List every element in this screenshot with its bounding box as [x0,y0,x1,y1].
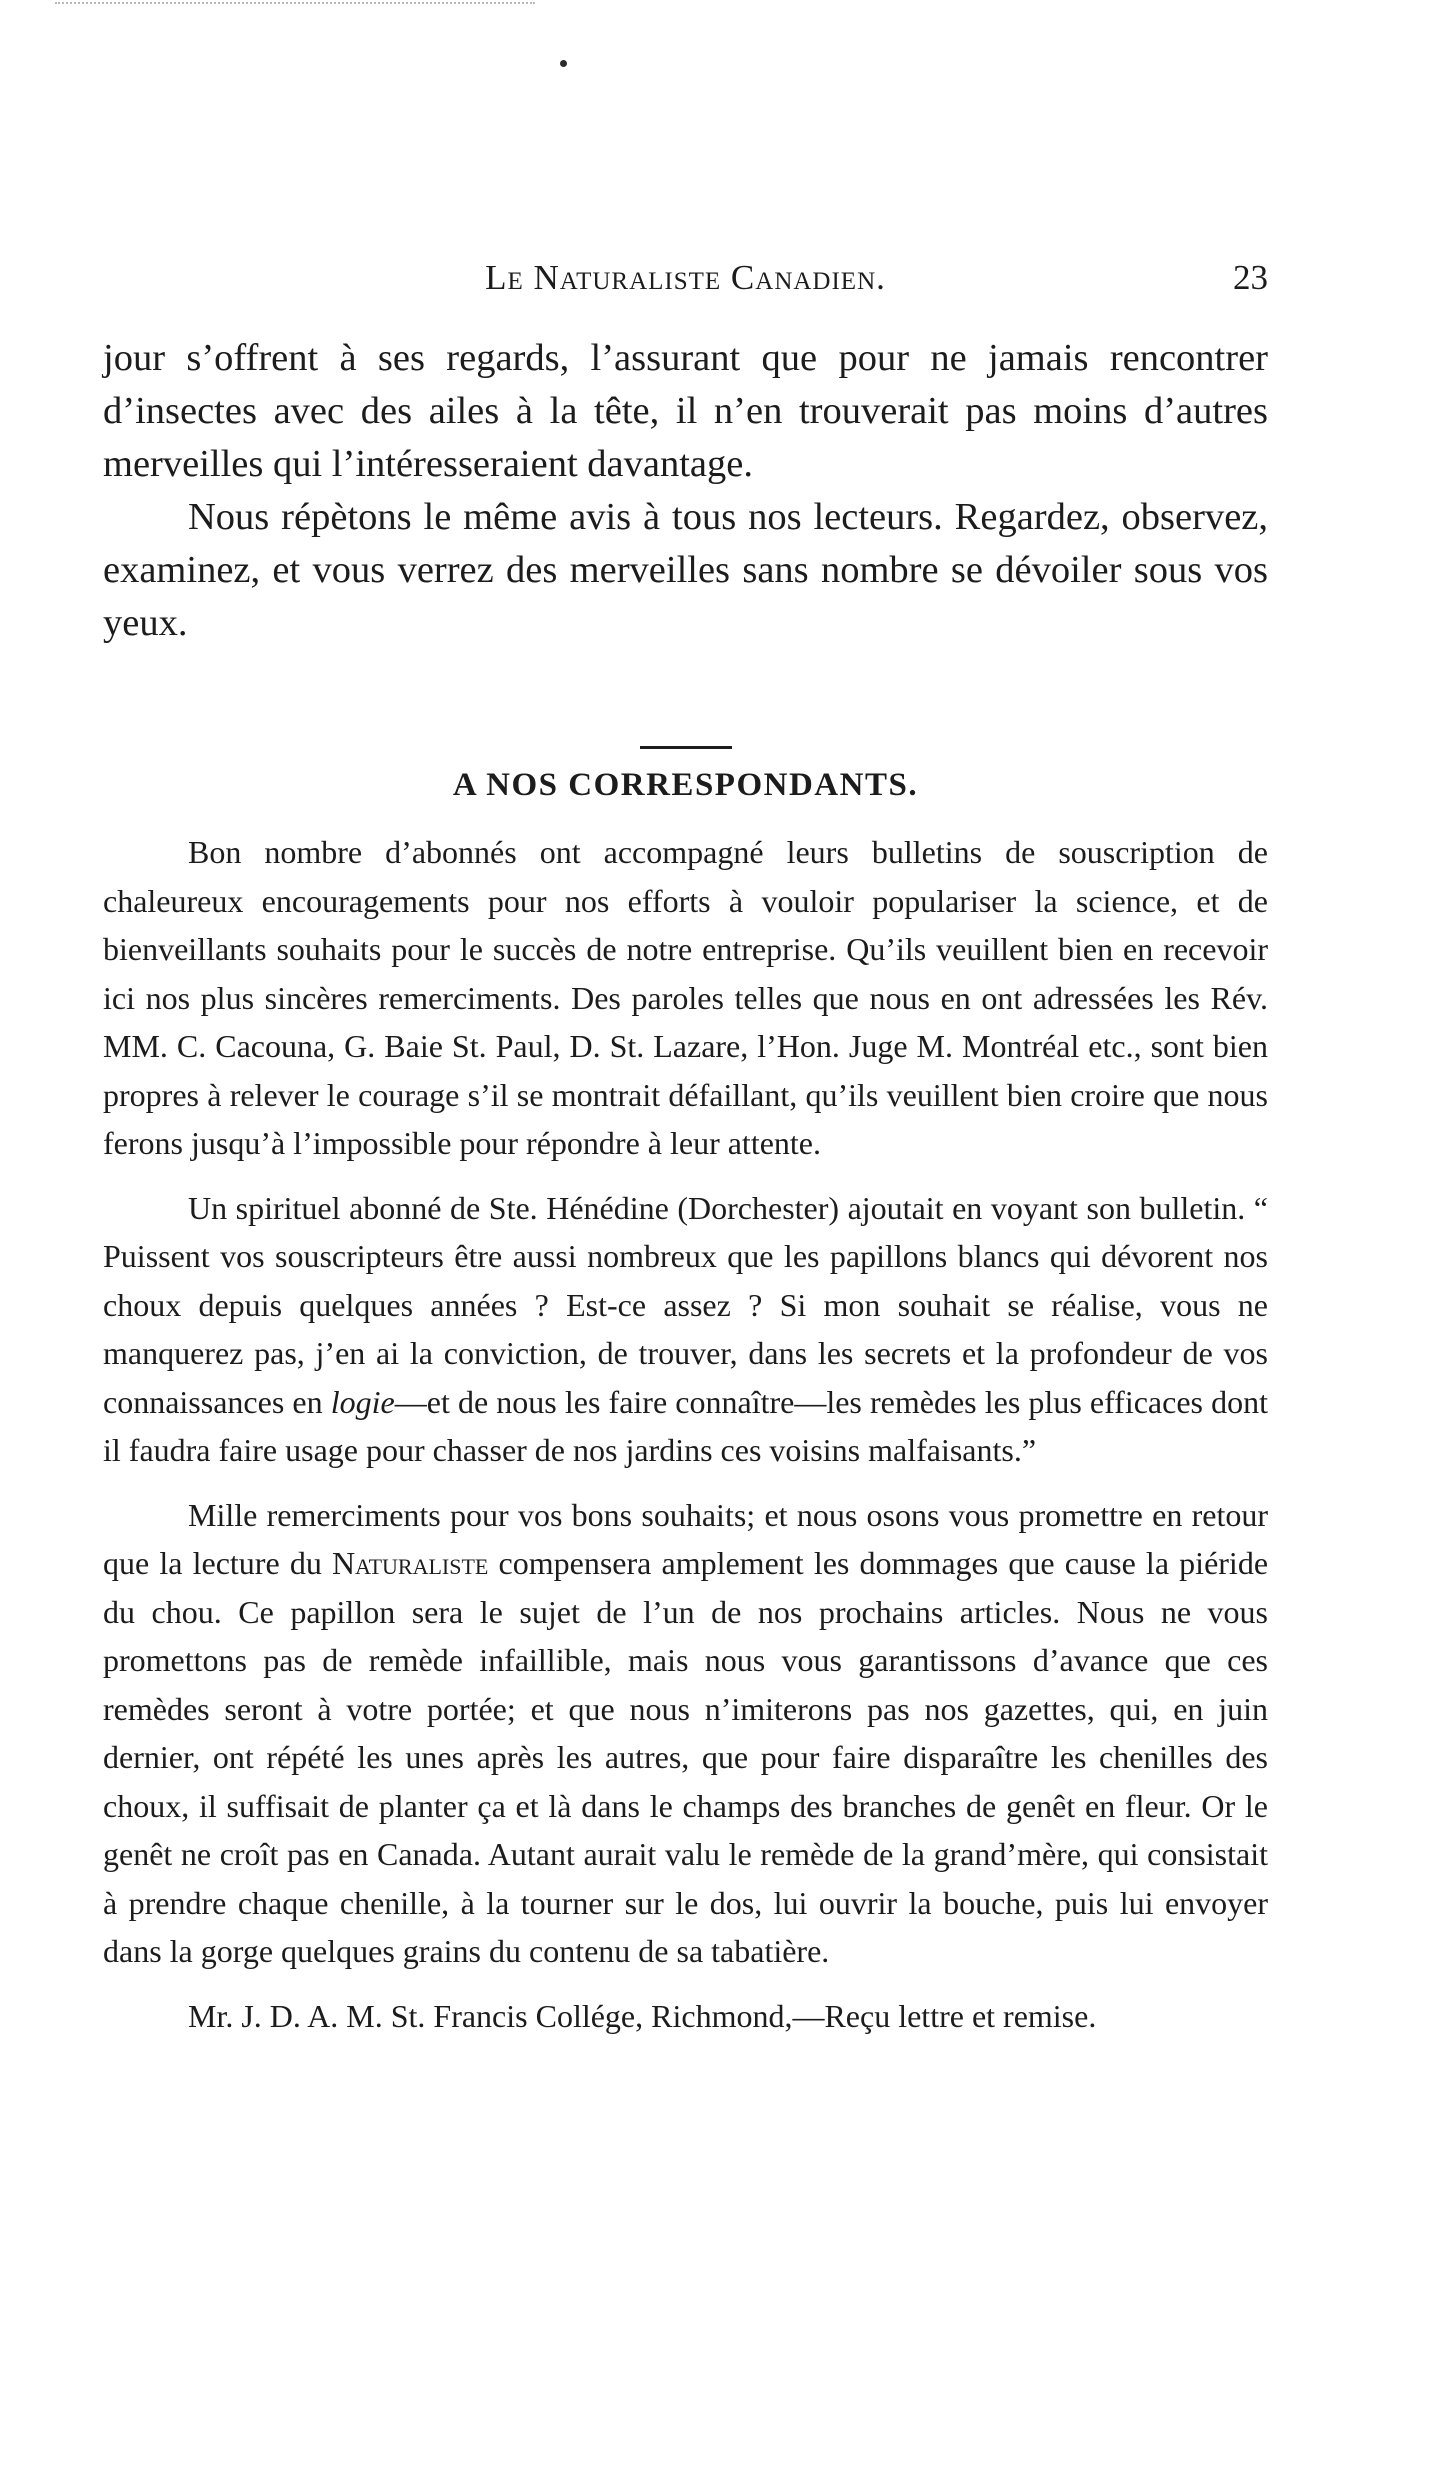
correspondents-paragraph-2 [103,1184,1268,1475]
correspondents-paragraph-1: Bon nombre d’abonnés ont accompagné leurs bulletins de souscription de chaleureux encouragements pour nos efforts à vouloir populariser la science, et de bienveillants souhaits pour le succès de notre entreprise. Qu’ils veuillent bien en recevoir ici nos plus sincères remerciments. Des paroles telles que nous en ont adressées les Rév. MM. C. Cacouna, G. Baie St. Paul, D. St. Lazare, l’Hon. Juge M. Montréal etc., sont bien propres à relever le courage s’il se montrait défaillant, qu’ils veuillent bien croire que nous ferons jusqu’à l’impossible pour répondre à leur attente. [103,834,1268,1161]
intro-paragraph-1: jour s’offrent à ses regards, l’assurant que pour ne jamais rencontrer d’insectes avec des ailes à la tête, il n’en trouverait pas moins d’autres merveilles qui l’intéresseraient davantage. [103,337,1268,485]
paragraph-3-text-start: Mille remerciments pour vos bons souhaits; et nous osons vous promettre en retour que la lecture du [103,1496,1268,1581]
intro-text-block [103,332,1268,650]
running-title: Le Naturaliste Canadien. [485,258,886,297]
page-header [103,258,1268,298]
paragraph-2-italic-word: logie [330,1383,395,1420]
page-number: 23 [1233,258,1268,297]
section-divider [640,746,732,749]
paragraph-3-text-end: compensera amplement les dommages que cause la piéride du chou. Ce papillon sera le sujet de l’un de nos prochains articles. Nous ne vous promettons pas de remède infaillible, mais nous vous garantissons d’avance que ces remèdes seront à votre portée; et que nous n’imiterons pas nos gazettes, qui, en juin dernier, ont répété les unes après les autres, que pour faire disparaître les chenilles des choux, il suffisait de planter ça et là dans le champs des branches de genêt en fleur. Or le genêt ne croît pas en Canada. Autant aurait valu le remède de la grand’mère, qui consistait à prendre chaque chenille, à la tourner sur le dos, lui ouvrir la bouche, puis lui envoyer dans la gorge quelques grains du contenu de sa tabatière. [103,1545,1269,1969]
paragraph-2-text-start: Un spirituel abonné de Ste. Hénédine (Dorchester) ajoutait en voyant son bulletin. “ Puissent vos souscripteurs être aussi nombreux que les papillons blancs qui dévorent nos choux depuis quelques années ? Est-ce assez ? Si mon souhait se réalise, vous ne manquerez pas, j’en ai la conviction, de trouver, dans les secrets et la profondeur de vos connaissances en [103,1189,1268,1420]
top-edge-rule [55,2,535,4]
paragraph-2-text-end: —et de nous les faire connaître—les remèdes les plus efficaces dont il faudra faire usage pour chasser de nos jardins ces voisins malfaisants.” [103,1383,1269,1468]
intro-paragraph-2: Nous répètons le même avis à tous nos lecteurs. Regardez, observez, examinez, et vous verrez des merveilles sans nombre se dévoiler sous vos yeux. [103,496,1268,644]
section-heading: A NOS CORRESPONDANTS. [452,767,919,803]
ink-speck [560,60,567,67]
correspondents-paragraph-4: Mr. J. D. A. M. St. Francis Collége, Richmond,—Reçu lettre et remise. [188,1997,1097,2034]
correspondents-paragraph-3 [103,1491,1268,1976]
correspondents-text-block [103,828,1268,2056]
paragraph-3-journal-name: Naturaliste [332,1545,489,1581]
